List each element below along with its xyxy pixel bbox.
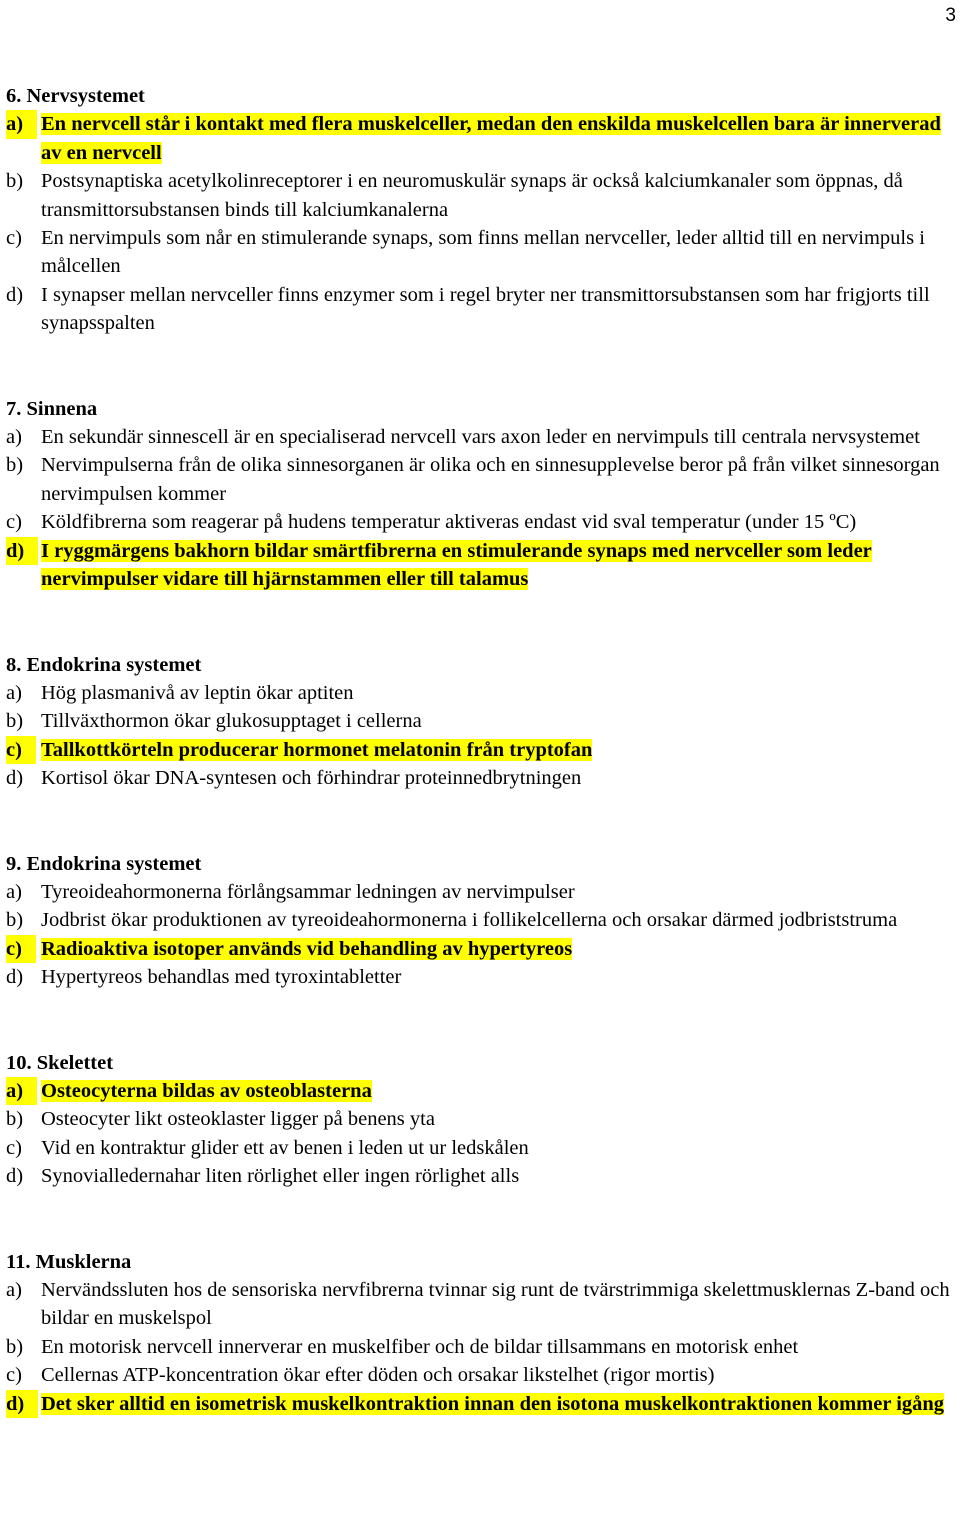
statement-text: En nervimpuls som når en stimulerande synaps, som finns mellan nervceller, leder alltid till en nervimpuls i målcellen xyxy=(41,227,925,278)
section-sinnena xyxy=(6,395,956,594)
section-endokrina-systemet-9 xyxy=(6,850,956,992)
statement-item xyxy=(6,1162,956,1190)
statement-item xyxy=(6,281,956,338)
statement-text: Tallkottkörteln producerar hormonet melatonin från tryptofan xyxy=(41,738,593,761)
section-title: 7. Sinnena xyxy=(6,397,98,420)
page-number: 3 xyxy=(945,5,956,26)
statement-label: c) xyxy=(6,1136,22,1159)
statement-item xyxy=(6,1333,956,1361)
document-body xyxy=(6,82,956,1418)
statement-text: Det sker alltid en isometrisk muskelkontraktion innan den isotona muskelkontraktionen kommer igång xyxy=(41,1392,945,1415)
statement-item xyxy=(6,110,956,167)
statement-label: d) xyxy=(6,767,24,790)
statement-label: a) xyxy=(6,880,22,903)
section-title: 10. Skelettet xyxy=(6,1051,114,1074)
statement-text: Tillväxthormon ökar glukosupptaget i cellerna xyxy=(41,710,422,733)
statement-label: b) xyxy=(6,1108,24,1131)
statement-label: c) xyxy=(6,511,22,534)
statement-text: Radioaktiva isotoper används vid behandling av hypertyreos xyxy=(41,937,573,960)
section-title: 11. Musklerna xyxy=(6,1250,132,1273)
statement-item xyxy=(6,736,956,764)
statement-text: Nervimpulserna från de olika sinnesorganen är olika och en sinnesupplevelse beror på från vilket sinnesorgan nervimpulsen kommer xyxy=(41,454,940,505)
statement-text: Postsynaptiska acetylkolinreceptorer i en neuromuskulär synaps är också kalciumkanaler som öppnas, då transmittorsubstansen binds till kalciumkanalerna xyxy=(41,170,903,221)
statement-text: Hög plasmanivå av leptin ökar aptiten xyxy=(41,681,354,704)
statement-text: I ryggmärgens bakhorn bildar smärtfibrerna en stimulerande synaps med nervceller som leder nervimpulser vidare till hjärnstammen eller till talamus xyxy=(41,539,872,591)
statement-label: c) xyxy=(6,1364,22,1387)
statement-item xyxy=(6,167,956,224)
statement-item xyxy=(6,679,956,707)
statement-text: En motorisk nervcell innerverar en muskelfiber och de bildar tillsammans en motorisk enhet xyxy=(41,1335,799,1358)
statement-label: a) xyxy=(6,1279,22,1301)
statement-text: En sekundär sinnescell är en specialiserad nervcell vars axon leder en nervimpuls till centrala nervsystemet xyxy=(41,426,920,449)
statement-label: d) xyxy=(6,1165,24,1188)
statement-item xyxy=(6,224,956,281)
statement-text: Osteocyterna bildas av osteoblasterna xyxy=(41,1079,372,1102)
statement-label: a) xyxy=(6,1077,37,1105)
statement-text: Osteocyter likt osteoklaster ligger på benens yta xyxy=(41,1108,435,1131)
statement-label: c) xyxy=(6,736,36,764)
statement-label: d) xyxy=(6,966,24,989)
section-title: 8. Endokrina systemet xyxy=(6,653,202,676)
statement-label: a) xyxy=(6,110,37,138)
statement-item xyxy=(6,508,956,536)
statement-text: I synapser mellan nervceller finns enzymer som i regel bryter ner transmittorsubstansen som har frigjorts till synapsspalten xyxy=(41,283,930,335)
statement-label: c) xyxy=(6,935,36,963)
statement-text: Jodbrist ökar produktionen av tyreoideahormonerna i follikelcellerna och orsakar därmed jodbriststruma xyxy=(41,909,898,932)
statement-label: d) xyxy=(6,283,24,306)
section-skelettet xyxy=(6,1049,956,1191)
statement-label: b) xyxy=(6,909,24,932)
statement-text: Hypertyreos behandlas med tyroxintabletter xyxy=(41,966,402,989)
statement-label: a) xyxy=(6,681,22,704)
statement-label: b) xyxy=(6,1335,24,1358)
statement-item xyxy=(6,764,956,792)
section-musklerna xyxy=(6,1248,956,1418)
statement-item xyxy=(6,1134,956,1162)
statement-text: Synovialledernahar liten rörlighet eller ingen rörlighet alls xyxy=(41,1165,520,1188)
statement-label: b) xyxy=(6,454,24,477)
section-title: 6. Nervsystemet xyxy=(6,85,145,107)
statement-item xyxy=(6,935,956,963)
statement-item xyxy=(6,1390,956,1418)
statement-item xyxy=(6,537,956,594)
statement-label: d) xyxy=(6,1390,38,1418)
statement-label: b) xyxy=(6,170,24,193)
statement-text: Kortisol ökar DNA-syntesen och förhindrar proteinnedbrytningen xyxy=(41,767,582,790)
statement-item xyxy=(6,1077,956,1105)
statement-text: Köldfibrerna som reagerar på hudens temperatur aktiveras endast vid sval temperatur (under 15 ºC) xyxy=(41,511,857,534)
statement-item xyxy=(6,906,956,934)
statement-text: Nervändssluten hos de sensoriska nervfibrerna tvinnar sig runt de tvärstrimmiga skelettmusklernas Z-band och bildar en muskelspol xyxy=(41,1279,950,1330)
section-title: 9. Endokrina systemet xyxy=(6,852,202,875)
section-nervsystemet xyxy=(6,82,956,338)
statement-text: Tyreoideahormonerna förlångsammar ledningen av nervimpulser xyxy=(41,880,575,903)
statement-item xyxy=(6,878,956,906)
statement-item xyxy=(6,1276,956,1333)
statement-text: Cellernas ATP-koncentration ökar efter döden och orsakar likstelhet (rigor mortis) xyxy=(41,1364,715,1387)
statement-item xyxy=(6,1105,956,1133)
statement-label: a) xyxy=(6,426,22,449)
statement-item xyxy=(6,707,956,735)
statement-item xyxy=(6,963,956,991)
statement-item xyxy=(6,1361,956,1389)
statement-item xyxy=(6,451,956,508)
statement-label: b) xyxy=(6,710,24,733)
statement-label: d) xyxy=(6,537,38,565)
statement-text: Vid en kontraktur glider ett av benen i leden ut ur ledskålen xyxy=(41,1136,529,1159)
statement-item xyxy=(6,423,956,451)
statement-label: c) xyxy=(6,227,22,250)
statement-text: En nervcell står i kontakt med flera muskelceller, medan den enskilda muskelcellen bara är innerverad av en nervcell xyxy=(41,113,941,164)
section-endokrina-systemet-8 xyxy=(6,651,956,793)
